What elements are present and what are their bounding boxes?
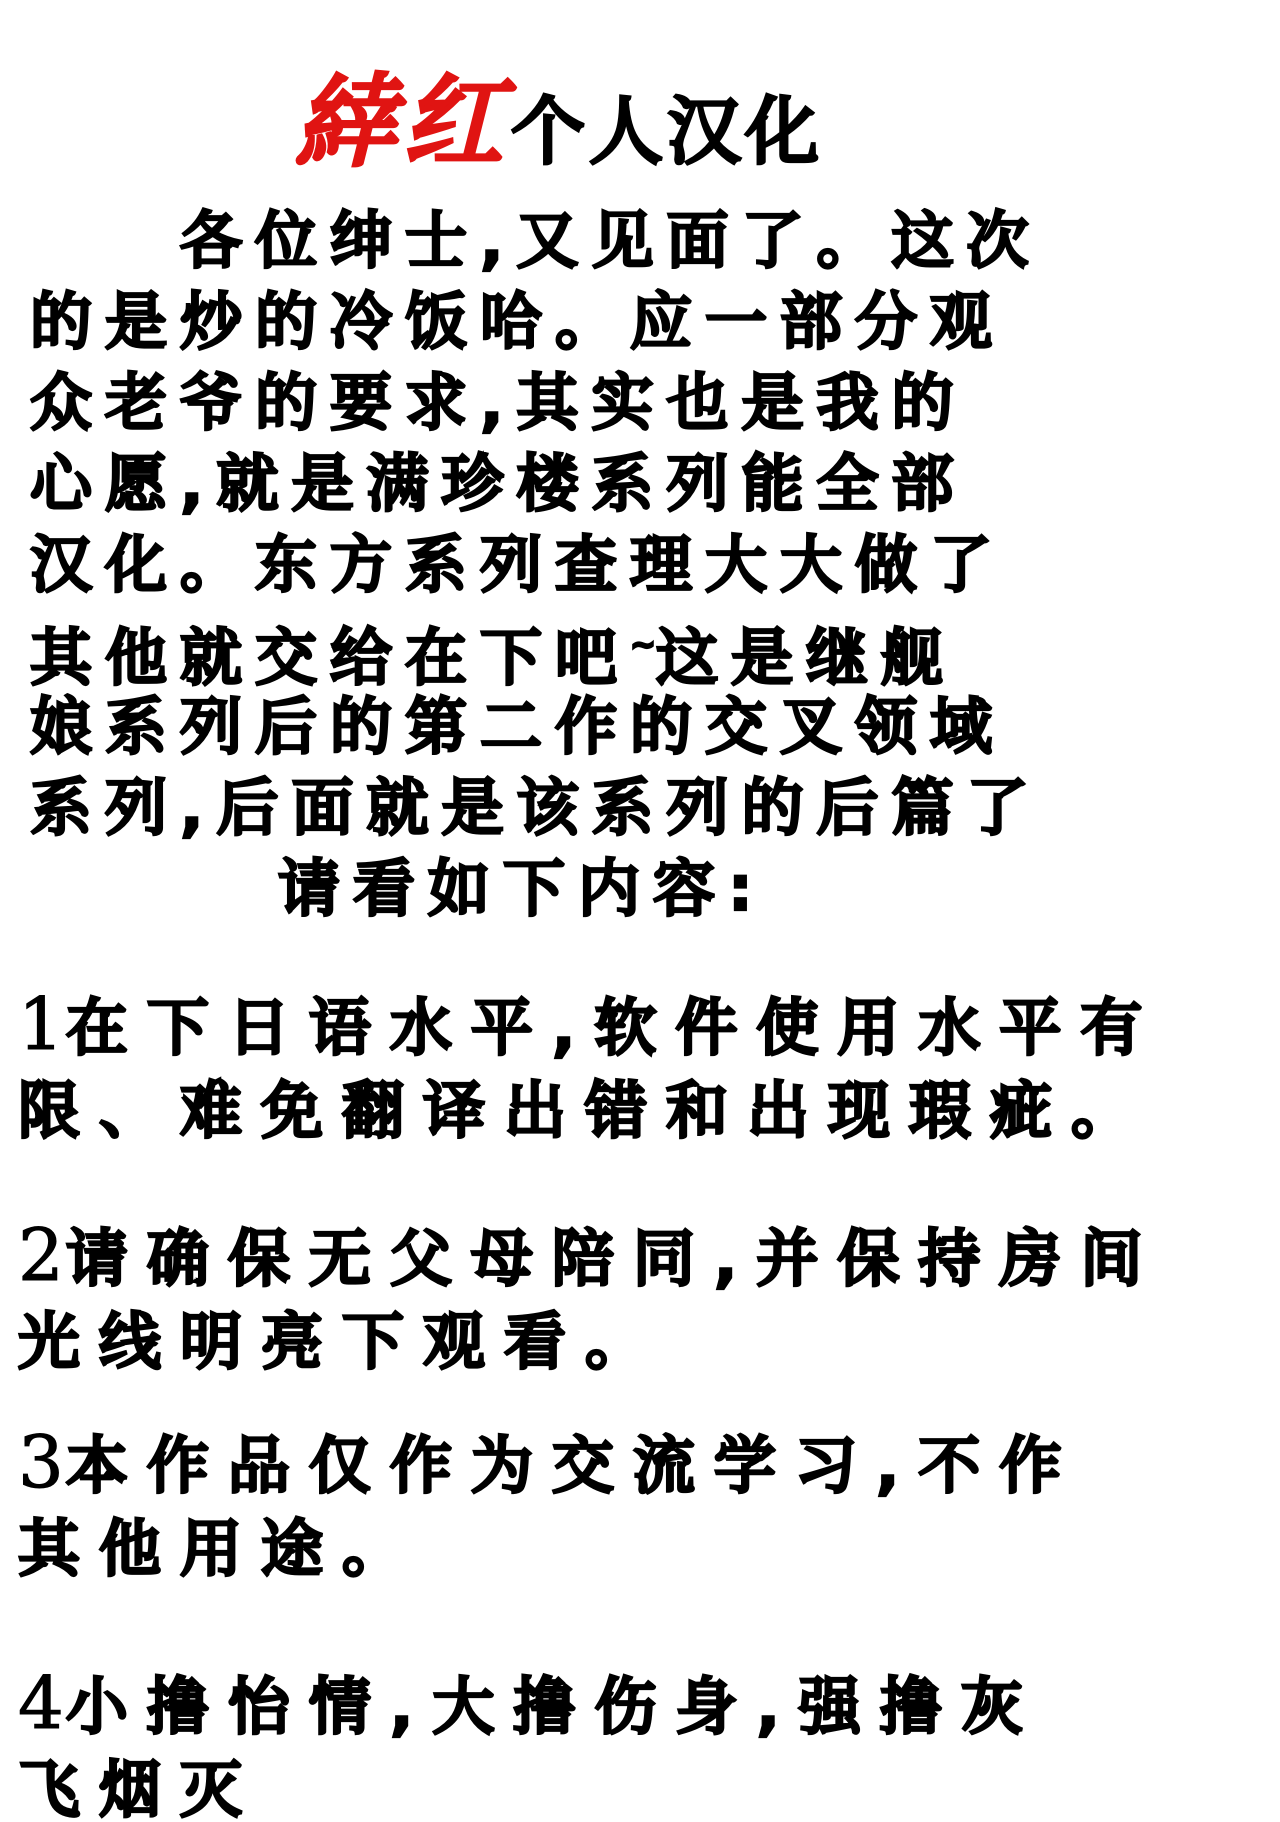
note-item-1 xyxy=(18,983,1280,1152)
intro-line-3: 众老爷的要求,其实也是我的 xyxy=(30,366,967,439)
note-2-text-1: 请确保无父母陪同,并保持房间 xyxy=(65,1222,1162,1295)
intro-line-2: 的是炒的冷饭哈。应一部分观 xyxy=(30,285,1006,358)
intro-line-8: 系列,后面就是该系列的后篇了 xyxy=(30,771,1042,844)
note-item-4 xyxy=(18,1662,1280,1822)
group-name: 緈红 xyxy=(295,64,511,181)
note-1-text-1: 在下日语水平,软件使用水平有 xyxy=(65,991,1162,1064)
title-suffix: 个人汉化 xyxy=(511,89,823,175)
note-2-line-1 xyxy=(18,1214,1280,1300)
intro-line-6-pre: 其他就交给在下吧 xyxy=(30,621,631,694)
intro-line-7: 娘系列后的第二作的交叉领域 xyxy=(30,690,1006,763)
note-2-number: 2 xyxy=(18,1213,66,1297)
note-1-line-1 xyxy=(18,983,1280,1069)
intro-line-1: 各位绅士,又见面了。这次 xyxy=(180,204,1042,277)
note-item-3 xyxy=(18,1421,1280,1590)
note-item-2 xyxy=(18,1214,1280,1383)
note-4-text-1: 小撸怡情,大撸伤身,强撸灰 xyxy=(65,1670,1042,1743)
note-1-number: 1 xyxy=(18,982,66,1066)
intro-paragraph xyxy=(30,200,1280,929)
intro-cta: 请看如下内容: xyxy=(278,852,766,925)
intro-line-4: 心愿,就是满珍楼系列能全部 xyxy=(30,447,967,520)
tilde-mark: ~ xyxy=(630,627,656,663)
note-3-number: 3 xyxy=(18,1420,66,1504)
note-3-text-1: 本作品仅作为交流学习,不作 xyxy=(65,1429,1081,1502)
note-3-line-2: 其他用途。 xyxy=(18,1512,424,1585)
note-1-line-2: 限、难免翻译出错和出现瑕疵。 xyxy=(18,1074,1153,1147)
intro-line-6-post: 这是继舰 xyxy=(656,621,957,694)
intro-line-6 xyxy=(30,605,1280,694)
note-3-line-1 xyxy=(18,1421,1280,1507)
page-title xyxy=(295,42,1280,186)
intro-line-5: 汉化。东方系列查理大大做了 xyxy=(30,528,1006,601)
note-2-line-2: 光线明亮下观看。 xyxy=(18,1305,667,1378)
note-4-line-2: 飞烟灭 xyxy=(18,1753,262,1822)
note-4-line-1 xyxy=(18,1662,1280,1748)
note-4-number: 4 xyxy=(18,1661,66,1745)
